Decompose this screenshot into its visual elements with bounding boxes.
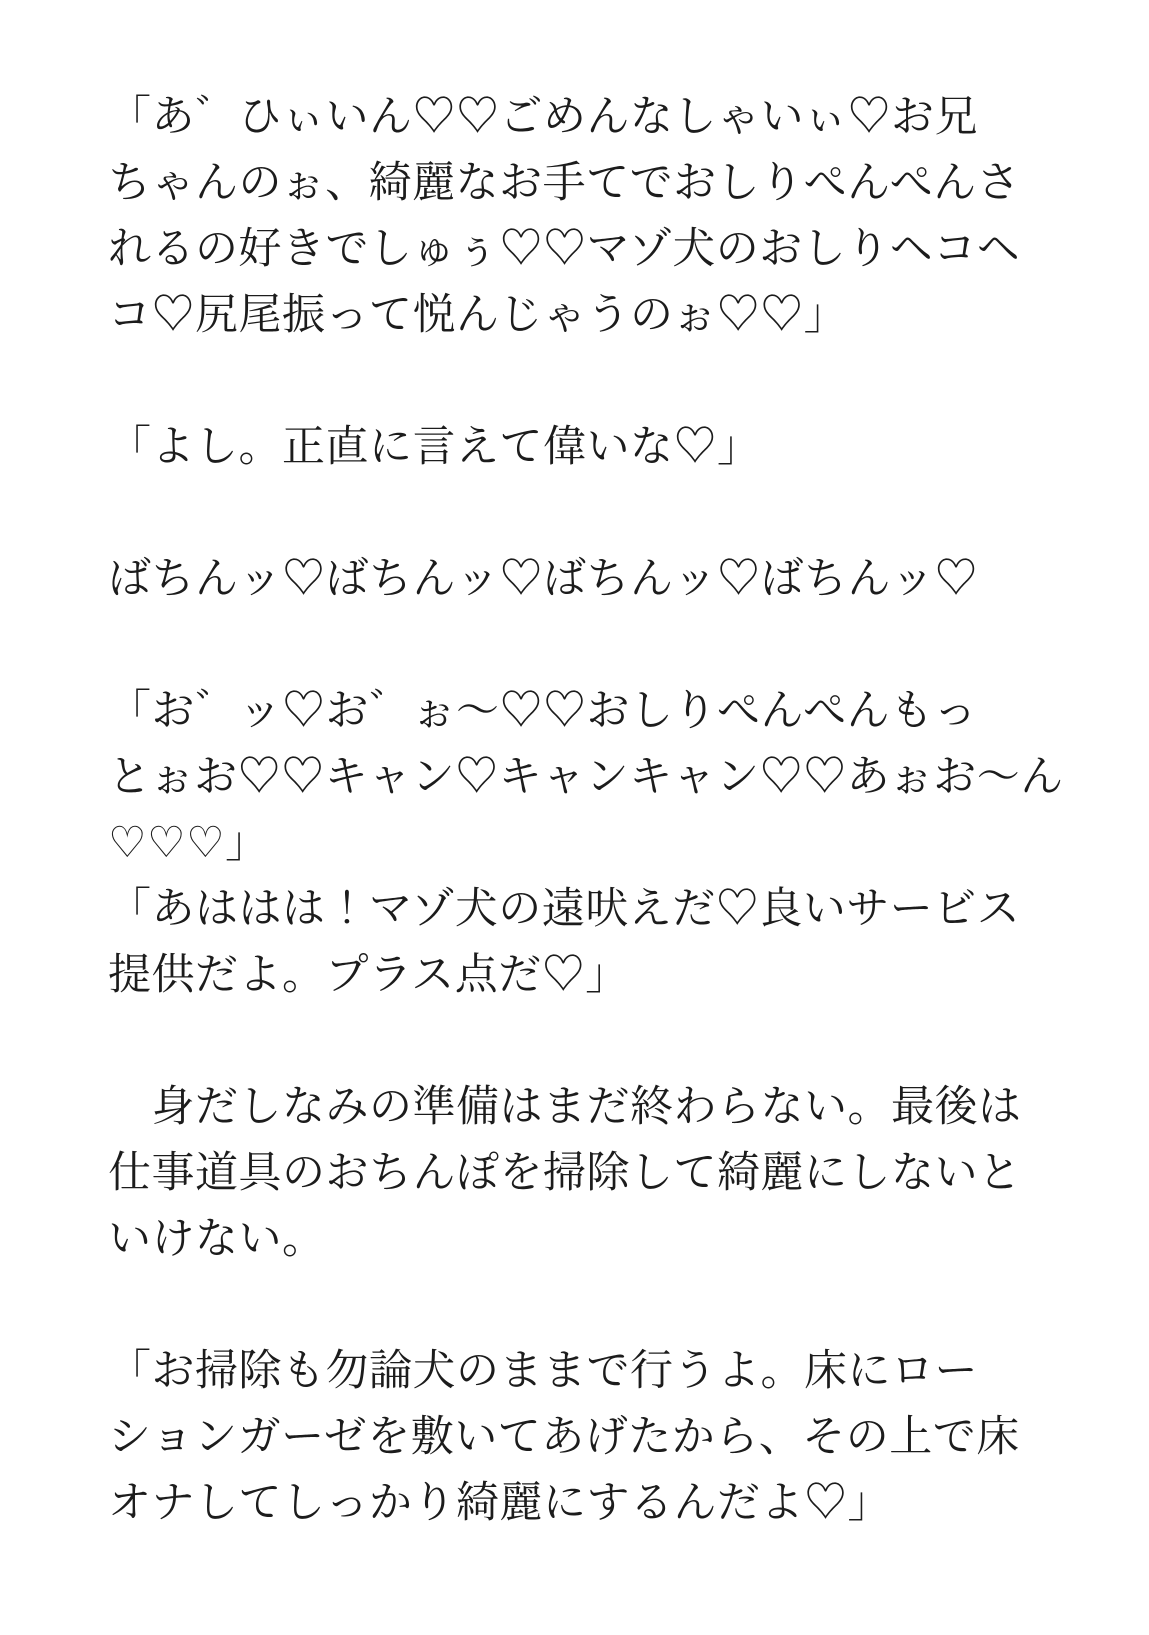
paragraph-dialogue <box>108 414 1109 480</box>
text-line: 「あ゛ひぃいん♡♡ごめんなしゃいぃ♡お兄 <box>108 93 978 141</box>
paragraph-sound-effect <box>108 546 1109 612</box>
paragraph-dialogue <box>108 1338 1109 1536</box>
text-line: ♡♡♡」 <box>108 819 269 867</box>
text-line: いけない。 <box>108 1215 326 1263</box>
text-line: 「お掃除も勿論犬のままで行うよ。床にロー <box>108 1347 978 1395</box>
text-line: れるの好きでしゅぅ♡♡マゾ犬のおしりヘコヘ <box>108 225 1021 273</box>
text-line: 提供だよ。プラス点だ♡」 <box>108 951 629 999</box>
text-line: コ♡尻尾振って悦んじゃうのぉ♡♡」 <box>108 291 848 339</box>
text-line: オナしてしっかり綺麗にするんだよ♡」 <box>108 1479 891 1527</box>
text-line: ばちんッ♡ばちんッ♡ばちんッ♡ばちんッ♡ <box>108 555 978 603</box>
text-line: 身だしなみの準備はまだ終わらない。最後は <box>108 1083 1022 1131</box>
text-line: 「よし。正直に言えて偉いな♡」 <box>108 423 761 471</box>
text-line: ションガーゼを敷いてあげたから、その上で床 <box>108 1413 1020 1461</box>
paragraph-narration <box>108 1074 1109 1272</box>
text-line: 仕事道具のおちんぽを掃除して綺麗にしないと <box>108 1149 1022 1197</box>
text-line: 「お゛ッ♡お゛ぉ〜♡♡おしりぺんぺんもっ <box>108 687 978 735</box>
text-line: ちゃんのぉ、綺麗なお手てでおしりぺんぺんさ <box>108 159 1021 207</box>
paragraph-dialogue <box>108 84 1109 348</box>
paragraph-dialogue <box>108 678 1109 876</box>
text-line: 「あははは！マゾ犬の遠吠えだ♡良いサービス <box>108 885 1021 933</box>
story-text <box>108 84 1109 1536</box>
paragraph-dialogue <box>108 876 1109 1008</box>
text-line: とぉお♡♡キャン♡キャンキャン♡♡あぉお〜ん <box>108 753 1064 801</box>
